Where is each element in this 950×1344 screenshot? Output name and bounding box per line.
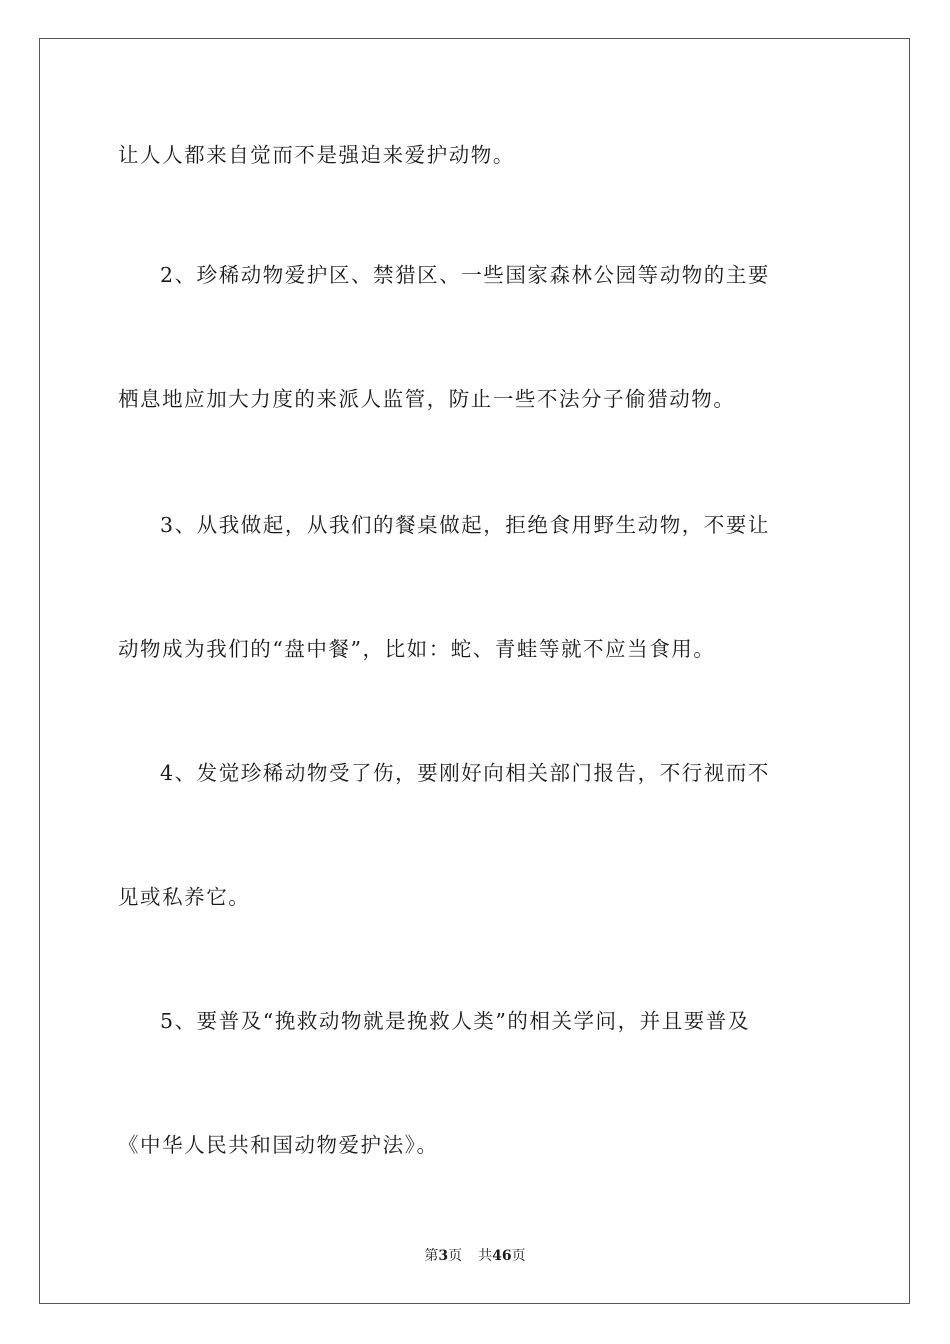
total-prefix: 共 (478, 1248, 493, 1264)
paragraph-3-line-2: 动物成为我们的“盘中餐”，比如：蛇、青蛙等就不应当食用。 (118, 637, 716, 661)
page-number: 3 (438, 1248, 449, 1264)
paragraph-3-line-1: 3、从我做起，从我们的餐桌做起，拒绝食用野生动物，不要让 (160, 513, 770, 537)
paragraph-2-line-1: 2、珍稀动物爱护区、禁猎区、一些国家森林公园等动物的主要 (160, 263, 770, 287)
paragraph-5-line-2: 《中华人民共和国动物爱护法》。 (118, 1133, 439, 1157)
total-suffix: 页 (511, 1248, 526, 1264)
paragraph-2-line-2: 栖息地应加大力度的来派人监管，防止一些不法分子偷猎动物。 (118, 387, 736, 411)
total-pages: 46 (492, 1248, 512, 1264)
page-border (39, 38, 910, 1304)
paragraph-5-line-1: 5、要普及“挽救动物就是挽救人类”的相关学问，并且要普及 (160, 1009, 750, 1033)
page-suffix: 页 (448, 1248, 463, 1264)
page-footer (0, 1246, 950, 1266)
page-prefix: 第 (424, 1248, 439, 1264)
paragraph-4-line-1: 4、发觉珍稀动物受了伤，要刚好向相关部门报告，不行视而不 (160, 761, 770, 785)
paragraph-1-line-1: 让人人都来自觉而不是强迫来爱护动物。 (118, 143, 515, 167)
paragraph-4-line-2: 见或私养它。 (118, 885, 251, 909)
